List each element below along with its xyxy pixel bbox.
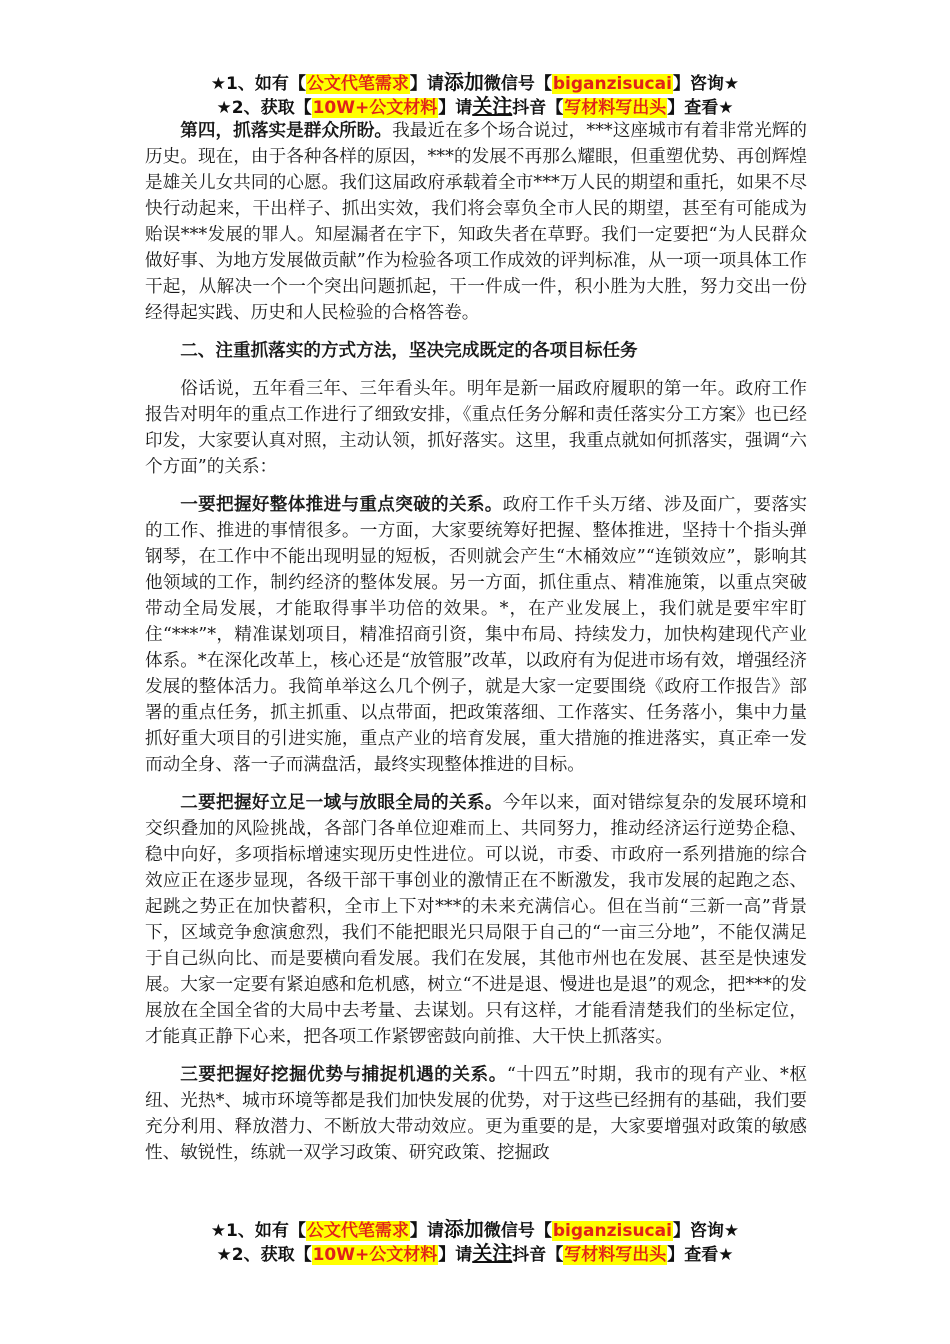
banner-text: 】咨询★ xyxy=(672,74,740,94)
banner-text: ★1、如有【 xyxy=(210,1221,306,1241)
banner-emphasis: 关注 xyxy=(472,94,513,118)
banner-text: 】请 xyxy=(409,1221,444,1241)
banner-highlight: 10W+公文材料 xyxy=(312,98,438,118)
promo-banner-top-line1 xyxy=(0,70,950,96)
paragraph-text: 我最近在多个场合说过，***这座城市有着非常光辉的历史。现在，由于各种各样的原因，***的发展不再那么耀眼，但重塑优势、再创辉煌是雄关儿女共同的心愿。我们这届政府承载着全市***万人民的期望和重托，如果不尽快行动起来，干出样子、抓出实效，我们将会辜负全市人民的期望，甚至有可能成为贻误***发展的罪人。知屋漏者在宇下，知政失者在草野。我们一定要把“为人民群众做好事、为地方发展做贡献”作为检验各项工作成效的评判标准，从一项一项具体工作干起，从解决一个一个突出问题抓起，干一件成一件，积小胜为大胜，努力交出一份经得起实践、历史和人民检验的合格答卷。 xyxy=(145,121,807,323)
promo-banner-bottom-line2 xyxy=(0,1241,950,1267)
banner-highlight: biganzisucai xyxy=(552,1221,672,1241)
paragraph-lead: 三要把握好挖掘优势与捕捉机遇的关系。 xyxy=(180,1064,507,1085)
banner-text: 微信号【 xyxy=(483,1221,552,1241)
paragraph-text: 政府工作千头万绪、涉及面广，要落实的工作、推进的事情很多。一方面，大家要统筹好把握、整体推进，坚持十个指头弹钢琴，在工作中不能出现明显的短板，否则就会产生“木桶效应”“连锁效应”，影响其他领域的工作，制约经济的整体发展。另一方面，抓住重点、精准施策，以重点突破带动全局发展，才能取得事半功倍的效果。*，在产业发展上，我们就是要牢牢盯住“***”*，精准谋划项目，精准招商引资，集中布局、持续发力，加快构建现代产业体系。*在深化改革上，核心还是“放管服”改革，以政府有为促进市场有效，增强经济发展的整体活力。我简单举这么几个例子，就是大家一定要围绕《政府工作报告》部署的重点任务，抓主抓重、以点带面，把政策落细、工作落实、任务落小，集中力量抓好重大项目的引进实施，重点产业的培育发展，重大措施的推进落实，真正牵一发而动全身、落一子而满盘活，最终实现整体推进的目标。 xyxy=(145,495,807,775)
banner-highlight: 写材料写出头 xyxy=(564,1245,667,1265)
banner-text: 】请 xyxy=(409,74,444,94)
paragraph-lead: 二要把握好立足一域与放眼全局的关系。 xyxy=(180,792,503,813)
banner-text: 抖音【 xyxy=(512,1245,564,1265)
banner-highlight: biganzisucai xyxy=(552,74,672,94)
banner-text: 】请 xyxy=(438,1245,473,1265)
banner-highlight: 公文代笔需求 xyxy=(306,1221,409,1241)
paragraph-text: 今年以来，面对错综复杂的发展环境和交织叠加的风险挑战，各部门各单位迎难而上、共同努力，推动经济运行逆势企稳、稳中向好，多项指标增速实现历史性进位。可以说，市委、市政府一系列措施的综合效应正在逐步显现，各级干部干事创业的激情正在不断激发，我市发展的起跑之态、起跳之势正在加快蓄积，全市上下对***的未来充满信心。但在当前“三新一高”背景下，区域竞争愈演愈烈，我们不能把眼光只局限于自己的“一亩三分地”，不能仅满足于自己纵向比、而是要横向看发展。我们在发展，其他市州也在发展、甚至是快速发展。大家一定要有紧迫感和危机感，树立“不进是退、慢进也是退”的观念，把***的发展放在全国全省的大局中去考量、去谋划。只有这样，才能看清楚我们的坐标定位，才能真正静下心来，把各项工作紧锣密鼓向前推、大干快上抓落实。 xyxy=(145,793,807,1047)
promo-banner-bottom-line1 xyxy=(0,1217,950,1243)
paragraph-first-relation xyxy=(145,492,807,778)
banner-emphasis: 添加 xyxy=(443,70,484,94)
banner-highlight: 10W+公文材料 xyxy=(312,1245,438,1265)
banner-text: 微信号【 xyxy=(483,74,552,94)
banner-text: 】请 xyxy=(438,98,473,118)
banner-text: 抖音【 xyxy=(512,98,564,118)
paragraph-intro: 俗话说，五年看三年、三年看头年。明年是新一届政府履职的第一年。政府工作报告对明年的重点工作进行了细致安排，《重点任务分解和责任落实分工方案》也已经印发，大家要认真对照，主动认领，抓好落实。这里，我重点就如何抓落实，强调“六个方面”的关系： xyxy=(145,379,807,477)
paragraph-4th-point xyxy=(145,118,807,326)
document-body xyxy=(145,118,807,1178)
promo-banner-top-line2 xyxy=(0,94,950,120)
banner-highlight: 公文代笔需求 xyxy=(306,74,409,94)
paragraph-lead: 第四，抓落实是群众所盼。 xyxy=(180,120,393,141)
banner-text: ★2、获取【 xyxy=(216,1245,312,1265)
banner-emphasis: 关注 xyxy=(472,1241,513,1265)
paragraph-lead: 一要把握好整体推进与重点突破的关系。 xyxy=(180,494,503,515)
banner-text: 】查看★ xyxy=(667,98,734,118)
banner-text: ★1、如有【 xyxy=(210,74,306,94)
paragraph-text: “十四五”时期，我市的现有产业、*枢纽、光热*、城市环境等都是我们加快发展的优势，对于这些已经拥有的基础，我们要充分利用、释放潜力、不断放大带动效应。更为重要的是，大家要增强对政策的敏感性、敏锐性，练就一双学习政策、研究政策、挖掘政 xyxy=(145,1065,807,1163)
banner-emphasis: 添加 xyxy=(443,1217,484,1241)
banner-text: 】查看★ xyxy=(667,1245,734,1265)
section-heading: 二、注重抓落实的方式方法，坚决完成既定的各项目标任务 xyxy=(180,340,638,361)
banner-highlight: 写材料写出头 xyxy=(564,98,667,118)
banner-text: ★2、获取【 xyxy=(216,98,312,118)
paragraph-second-relation xyxy=(145,790,807,1050)
banner-text: 】咨询★ xyxy=(672,1221,740,1241)
paragraph-third-relation xyxy=(145,1062,807,1166)
